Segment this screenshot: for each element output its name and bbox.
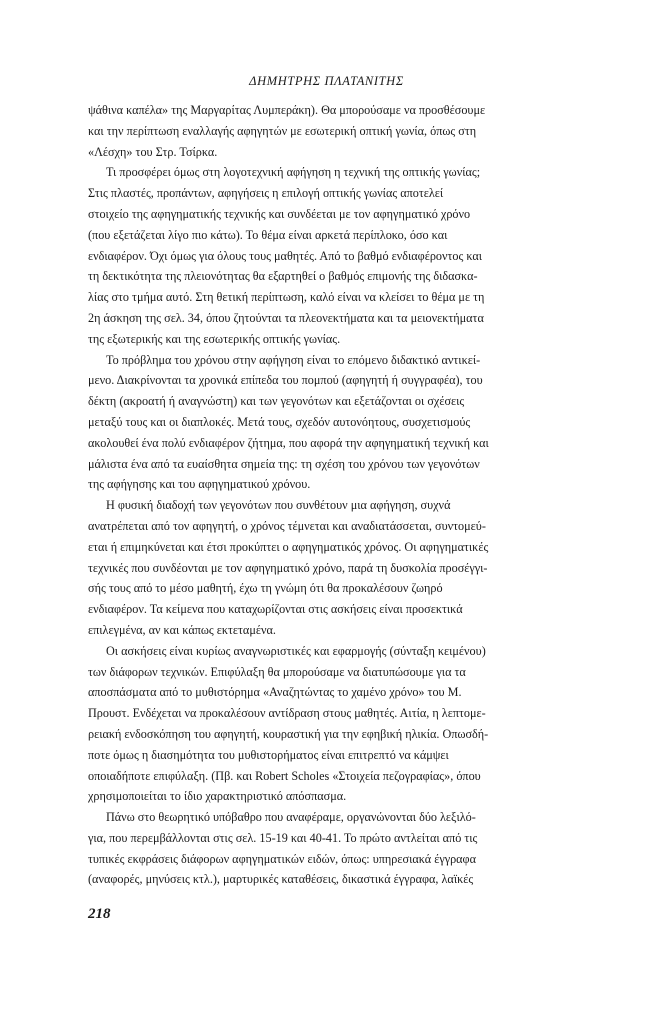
text-line: τυπικές εκφράσεις διάφορων αφηγηματικών ειδών, όπως: υπηρεσιακά έγγραφα (88, 851, 476, 866)
text-line: σής τους από το μέσο μαθητή, έχω τη γνώμη ότι θα προκαλέσουν ζωηρό (88, 581, 443, 596)
text-line: Πάνω στο θεωρητικό υπόβαθρο που αναφέραμε, οργανώνονται δύο λεξιλό- (106, 810, 476, 825)
text-line: αποσπάσματα από το μυθιστόρημα «Αναζητώντας το χαμένο χρόνο» του Μ. (88, 685, 462, 700)
text-line: Οι ασκήσεις είναι κυρίως αναγνωριστικές και εφαρμογής (σύνταξη κειμένου) (106, 643, 486, 658)
paragraph (88, 350, 572, 496)
text-line: δέκτη (ακροατή ή αναγνώστη) και των γεγονότων και εξετάζονται οι σχέσεις (88, 394, 465, 409)
running-header: ΔΗΜΗΤΡΗΣ ΠΛΑΤΑΝΙΤΗΣ (249, 74, 404, 88)
text-line: της αφήγησης και του αφηγηματικού χρόνου. (88, 477, 311, 492)
text-line: (αναφορές, μηνύσεις κτλ.), μαρτυρικές καταθέσεις, δικαστικά έγγραφα, λαϊκές (88, 872, 474, 887)
paragraph (88, 162, 572, 349)
paragraph (88, 100, 572, 162)
text-line: οποιαδήποτε επιφύλαξη. (Πβ. και Robert Scholes «Στοιχεία πεζογραφίας», όπου (88, 768, 481, 783)
text-line: ψάθινα καπέλα» της Μαργαρίτας Λυμπεράκη). Θα μπορούσαμε να προσθέσουμε (88, 103, 486, 117)
text-line: μενο. Διακρίνονται τα χρονικά επίπεδα του πομπού (αφηγητή ή συγγραφέα), του (88, 373, 483, 388)
text-line: εται ή επιμηκύνεται και έτσι προκύπτει ο αφηγηματικός χρόνος. Οι αφηγηματικές (88, 539, 489, 554)
body-text (88, 100, 572, 890)
text-line: τη δεκτικότητα της πλειονότητας θα εξαρτηθεί ο βαθμός επιμονής της διδασκα- (88, 269, 478, 284)
text-line: επιλεγμένα, αν και κάπως εκτεταμένα. (88, 622, 276, 637)
paragraph (88, 641, 572, 807)
text-line: των διάφορων τεχνικών. Επιφύλαξη θα μπορούσαμε να διατυπώσουμε για τα (88, 664, 466, 679)
text-line: Στις πλαστές, προπάντων, αφηγήσεις η επιλογή οπτικής γωνίας αποτελεί (88, 186, 444, 201)
paragraph (88, 807, 572, 890)
text-line: μεταξύ τους και οι διαπλοκές. Μετά τους, σχεδόν αυτονόητους, συσχετισμούς (88, 414, 471, 429)
text-line: μάλιστα ένα από τα ευαίσθητα σημεία της: τη σχέση του χρόνου των γεγονότων (88, 456, 480, 471)
text-line: ανατρέπεται από τον αφηγητή, ο χρόνος τέμνεται και αναδιατάσσεται, συντομεύ- (88, 518, 486, 533)
text-line: και την περίπτωση εναλλαγής αφηγητών με εσωτερική οπτική γωνία, όπως στη (88, 123, 477, 138)
text-line: ενδιαφέρον. Όχι όμως για όλους τους μαθητές. Από το βαθμό ενδιαφέροντος και (88, 248, 483, 263)
text-line: (που εξετάζεται λίγο πιο κάτω). Το θέμα είναι αρκετά περίπλοκο, όσο και (88, 227, 448, 242)
text-line: Η φυσική διαδοχή των γεγονότων που συνθέτουν μια αφήγηση, συχνά (106, 498, 451, 513)
text-line: της εξωτερικής και της εσωτερικής οπτικής γωνίας. (88, 331, 341, 346)
text-line: για, που περεμβάλλονται στις σελ. 15-19 και 40-41. Το πρώτο αντλείται από τις (88, 830, 478, 845)
text-line: Προυστ. Ενδέχεται να προκαλέσουν αντίδραση στους μαθητές. Αιτία, η λεπτομε- (88, 706, 486, 721)
text-line: στοιχείο της αφηγηματικής τεχνικής και συνδέεται με τον αφηγηματικό χρόνο (88, 206, 471, 221)
text-line: τεχνικές που συνδέονται με τον αφηγηματικό χρόνο, παρά τη δυσκολία προσέγγι- (88, 560, 488, 575)
text-line: 2η άσκηση της σελ. 34, όπου ζητούνται τα πλεονεκτήματα και τα μειονεκτήματα (88, 310, 484, 325)
page-number: 218 (88, 906, 111, 922)
text-line: ρειακή ενδοσκόπηση του αφηγητή, κουραστική για την εφηβική ηλικία. Οπωσδή- (88, 726, 489, 741)
text-line: «Λέσχη» του Στρ. Τσίρκα. (88, 144, 218, 159)
text-line: Το πρόβλημα του χρόνου στην αφήγηση είναι το επόμενο διδακτικό αντικεί- (106, 352, 481, 367)
text-line: ενδιαφέρον. Τα κείμενα που καταχωρίζονται στις ασκήσεις είναι προσεκτικά (88, 602, 463, 617)
text-line: ποτε όμως η διασημότητα του μυθιστορήματος είναι επιτρεπτό να κάμψει (88, 747, 449, 762)
text-line: ακολουθεί ένα πολύ ενδιαφέρον ζήτημα, που αφορά την αφηγηματική τεχνική και (88, 435, 489, 450)
text-line: χρησιμοποιείται το ίδιο χαρακτηριστικό απόσπασμα. (88, 789, 347, 804)
paragraph (88, 495, 572, 641)
text-line: Τι προσφέρει όμως στη λογοτεχνική αφήγηση η τεχνική της οπτικής γωνίας; (106, 165, 481, 180)
text-line: λίας στο τμήμα αυτό. Στη θετική περίπτωση, καλό είναι να κλείσει το θέμα με τη (88, 290, 485, 305)
